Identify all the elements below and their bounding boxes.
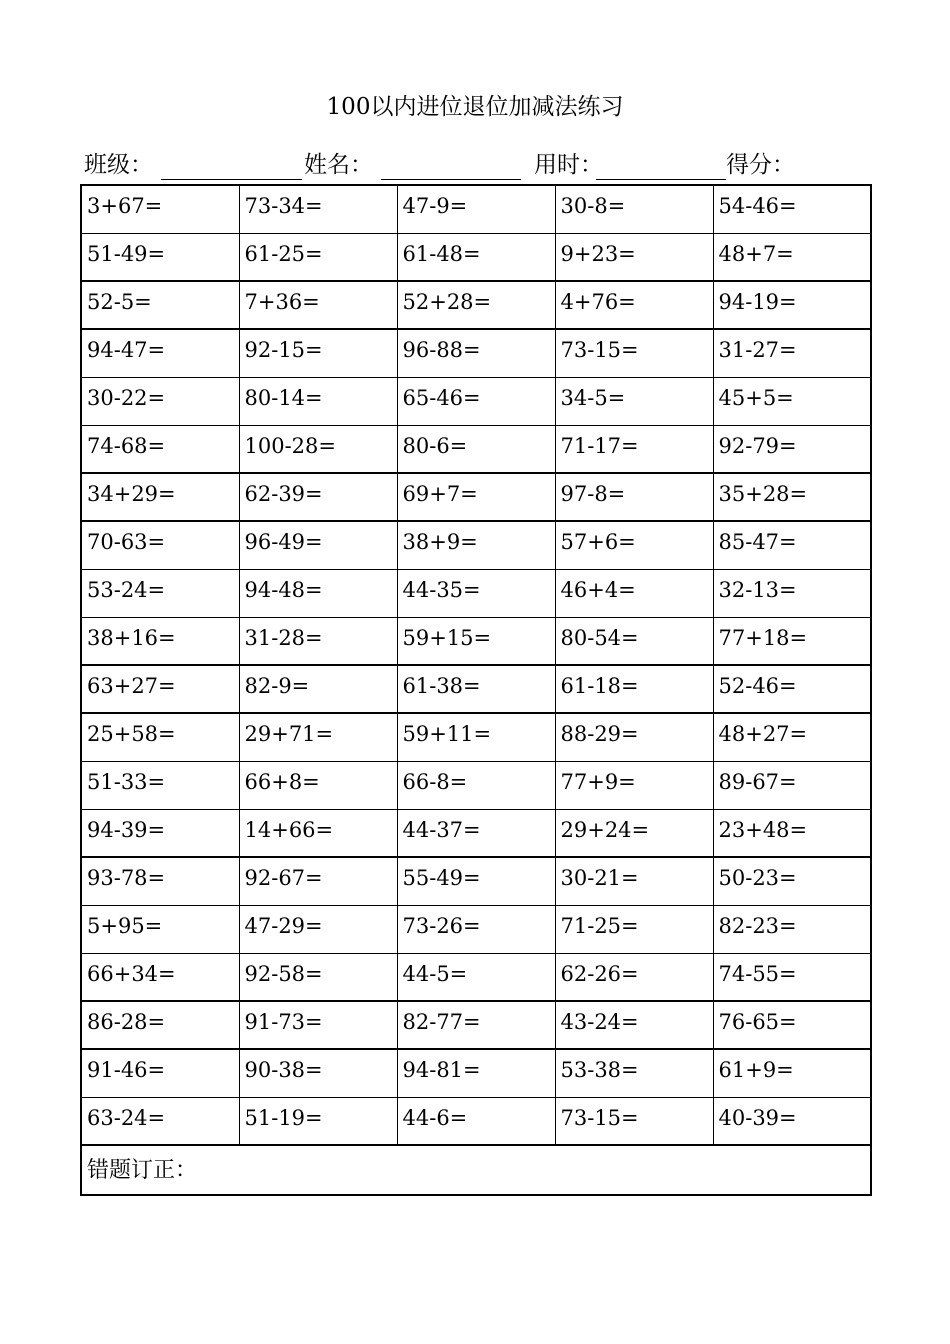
problem-text: 96-88= — [402, 338, 481, 362]
problem-text: 70-63= — [87, 530, 166, 554]
problem-cell[interactable] — [555, 953, 713, 1001]
problem-cell[interactable] — [81, 569, 239, 617]
problem-cell[interactable] — [239, 761, 397, 809]
problem-cell[interactable] — [81, 185, 239, 233]
problem-cell[interactable] — [81, 953, 239, 1001]
problem-text: 23+48= — [718, 817, 808, 842]
problem-text: 57+6= — [560, 530, 636, 554]
problem-text: 53-38= — [560, 1058, 639, 1082]
problem-text: 74-55= — [718, 961, 797, 986]
problem-cell[interactable] — [81, 377, 239, 425]
problem-text: 61-18= — [560, 674, 639, 698]
problem-cell[interactable] — [397, 905, 555, 953]
problem-cell[interactable] — [81, 521, 239, 569]
problem-text: 88-29= — [560, 722, 639, 746]
problem-cell[interactable] — [81, 473, 239, 521]
problem-text: 59+15= — [402, 625, 492, 650]
problem-cell[interactable] — [713, 569, 871, 617]
problem-cell[interactable] — [555, 329, 713, 377]
problem-cell[interactable] — [397, 185, 555, 233]
problem-text: 73-34= — [244, 194, 323, 218]
problem-cell[interactable] — [397, 809, 555, 857]
problem-row — [81, 1001, 871, 1049]
problem-text: 65-46= — [402, 385, 481, 410]
problem-cell[interactable] — [239, 425, 397, 473]
problem-cell[interactable] — [555, 377, 713, 425]
problem-text: 59+11= — [402, 722, 492, 746]
problem-text: 92-67= — [244, 866, 323, 890]
problem-text: 40-39= — [718, 1105, 797, 1130]
correction-label: 错题订正： — [87, 1158, 198, 1183]
problem-text: 92-79= — [718, 433, 797, 458]
problem-text: 66+34= — [87, 961, 176, 986]
problem-text: 66+8= — [244, 769, 320, 794]
problem-cell[interactable] — [239, 233, 397, 281]
problem-row — [81, 329, 871, 377]
problem-cell[interactable] — [713, 425, 871, 473]
name-label: 姓名： — [304, 152, 373, 178]
problem-cell[interactable] — [713, 617, 871, 665]
problem-text: 32-13= — [718, 577, 797, 602]
problem-cell[interactable] — [81, 905, 239, 953]
problem-cell[interactable] — [81, 233, 239, 281]
problem-text: 34-5= — [560, 385, 626, 410]
problem-text: 48+27= — [718, 722, 808, 746]
problem-text: 61+9= — [718, 1058, 794, 1082]
problem-text: 61-25= — [244, 241, 323, 266]
problem-cell[interactable] — [81, 713, 239, 761]
problem-cell[interactable] — [713, 1049, 871, 1097]
problem-cell[interactable] — [239, 617, 397, 665]
problem-text: 5+95= — [87, 913, 163, 938]
problem-text: 63+27= — [87, 674, 176, 698]
problem-row — [81, 665, 871, 713]
problem-text: 90-38= — [244, 1058, 323, 1082]
problem-row — [81, 953, 871, 1001]
problem-cell[interactable] — [713, 665, 871, 713]
problem-text: 61-48= — [402, 241, 481, 266]
problem-cell[interactable] — [555, 233, 713, 281]
problem-row — [81, 761, 871, 809]
worksheet-title: 100以内进位退位加减法练习 — [326, 94, 624, 120]
problem-text: 77+9= — [560, 769, 636, 794]
problem-cell[interactable] — [713, 281, 871, 329]
problem-cell[interactable] — [239, 857, 397, 905]
problem-cell[interactable] — [81, 1097, 239, 1145]
problem-text: 71-25= — [560, 913, 639, 938]
problem-cell[interactable] — [555, 1001, 713, 1049]
problem-row — [81, 233, 871, 281]
problem-cell[interactable] — [81, 809, 239, 857]
problem-text: 35+28= — [718, 482, 808, 506]
problem-cell[interactable] — [555, 473, 713, 521]
problem-text: 74-68= — [87, 433, 166, 458]
problem-text: 62-39= — [244, 482, 323, 506]
problem-cell[interactable] — [713, 377, 871, 425]
problem-cell[interactable] — [239, 281, 397, 329]
problem-cell[interactable] — [239, 1097, 397, 1145]
problem-row — [81, 713, 871, 761]
problem-cell[interactable] — [713, 521, 871, 569]
problem-text: 80-54= — [560, 625, 639, 650]
problem-cell[interactable] — [239, 713, 397, 761]
problem-text: 91-46= — [87, 1058, 166, 1082]
score-label: 得分： — [726, 152, 795, 178]
problem-row — [81, 281, 871, 329]
problem-cell[interactable] — [81, 281, 239, 329]
problem-cell[interactable] — [81, 617, 239, 665]
problem-text: 7+36= — [244, 290, 320, 314]
problem-text: 53-24= — [87, 577, 166, 602]
problem-text: 66-8= — [402, 769, 468, 794]
problem-cell[interactable] — [397, 761, 555, 809]
problem-cell[interactable] — [713, 473, 871, 521]
problem-text: 77+18= — [718, 625, 808, 650]
problem-row — [81, 1097, 871, 1145]
problem-cell[interactable] — [555, 905, 713, 953]
problem-cell[interactable] — [397, 521, 555, 569]
time-label: 用时： — [534, 152, 603, 178]
problem-text: 43-24= — [560, 1010, 639, 1034]
problem-cell[interactable] — [239, 521, 397, 569]
problem-text: 50-23= — [718, 866, 797, 890]
problem-text: 52-5= — [87, 290, 152, 314]
problem-text: 94-39= — [87, 817, 166, 842]
problem-text: 71-17= — [560, 433, 639, 458]
problem-cell[interactable] — [397, 329, 555, 377]
problem-text: 3+67= — [87, 194, 163, 218]
problem-cell[interactable] — [555, 809, 713, 857]
problem-cell[interactable] — [713, 905, 871, 953]
problem-text: 47-9= — [402, 194, 468, 218]
problem-table — [80, 184, 872, 1196]
problem-cell[interactable] — [239, 1049, 397, 1097]
problem-row — [81, 185, 871, 233]
problem-text: 4+76= — [560, 290, 636, 314]
problem-cell[interactable] — [555, 1097, 713, 1145]
problem-text: 55-49= — [402, 866, 481, 890]
correction-row — [81, 1145, 871, 1195]
problem-text: 14+66= — [244, 817, 334, 842]
problem-text: 76-65= — [718, 1010, 797, 1034]
problem-cell[interactable] — [397, 377, 555, 425]
problem-cell[interactable] — [397, 1049, 555, 1097]
class-label: 班级： — [84, 152, 153, 178]
problem-text: 54-46= — [718, 194, 797, 218]
problem-text: 61-38= — [402, 674, 481, 698]
problem-text: 82-23= — [718, 913, 797, 938]
problem-cell[interactable] — [239, 329, 397, 377]
problem-cell[interactable] — [713, 857, 871, 905]
problem-text: 92-15= — [244, 338, 323, 362]
problem-cell[interactable] — [397, 713, 555, 761]
problem-cell[interactable] — [239, 185, 397, 233]
problem-text: 25+58= — [87, 722, 176, 746]
problem-cell[interactable] — [81, 761, 239, 809]
problem-cell[interactable] — [397, 953, 555, 1001]
problem-text: 62-26= — [560, 961, 639, 986]
problem-cell[interactable] — [397, 1097, 555, 1145]
problem-text: 91-73= — [244, 1010, 323, 1034]
problem-cell[interactable] — [713, 329, 871, 377]
problem-row — [81, 857, 871, 905]
problem-text: 82-9= — [244, 674, 310, 698]
problem-row — [81, 617, 871, 665]
problem-cell[interactable] — [713, 233, 871, 281]
problem-text: 30-21= — [560, 866, 639, 890]
problem-row — [81, 569, 871, 617]
problem-text: 80-6= — [402, 433, 468, 458]
problem-text: 30-8= — [560, 194, 626, 218]
problem-cell[interactable] — [81, 1001, 239, 1049]
problem-text: 73-15= — [560, 338, 639, 362]
problem-cell[interactable] — [713, 1097, 871, 1145]
problem-text: 44-35= — [402, 577, 481, 602]
problem-text: 31-27= — [718, 338, 797, 362]
problem-text: 73-15= — [560, 1105, 639, 1130]
problem-text: 51-33= — [87, 769, 166, 794]
problem-cell[interactable] — [555, 281, 713, 329]
problem-text: 52-46= — [718, 674, 797, 698]
problem-cell[interactable] — [81, 665, 239, 713]
problem-table-body — [81, 185, 871, 1145]
problem-text: 38+9= — [402, 530, 478, 554]
problem-cell[interactable] — [555, 1049, 713, 1097]
problem-cell[interactable] — [555, 713, 713, 761]
problem-cell[interactable] — [397, 665, 555, 713]
problem-text: 92-58= — [244, 961, 323, 986]
problem-text: 94-48= — [244, 577, 323, 602]
problem-cell[interactable] — [713, 761, 871, 809]
problem-cell[interactable] — [397, 281, 555, 329]
problem-row — [81, 521, 871, 569]
problem-cell[interactable] — [555, 617, 713, 665]
class-blank[interactable] — [161, 179, 302, 180]
problem-text: 80-14= — [244, 385, 323, 410]
problem-text: 29+71= — [244, 722, 334, 746]
problem-text: 51-49= — [87, 241, 166, 266]
problem-row — [81, 905, 871, 953]
problem-cell[interactable] — [397, 425, 555, 473]
problem-text: 94-19= — [718, 290, 797, 314]
name-blank[interactable] — [381, 179, 521, 180]
problem-text: 48+7= — [718, 241, 794, 266]
problem-cell[interactable] — [397, 617, 555, 665]
problem-text: 96-49= — [244, 530, 323, 554]
problem-cell[interactable] — [239, 377, 397, 425]
problem-row — [81, 425, 871, 473]
problem-cell[interactable] — [397, 473, 555, 521]
problem-cell[interactable] — [81, 329, 239, 377]
problem-cell[interactable] — [555, 185, 713, 233]
problem-text: 52+28= — [402, 290, 492, 314]
correction-cell[interactable] — [81, 1145, 871, 1195]
problem-text: 100-28= — [244, 433, 336, 458]
problem-text: 73-26= — [402, 913, 481, 938]
problem-text: 38+16= — [87, 625, 176, 650]
problem-cell[interactable] — [397, 569, 555, 617]
problem-text: 85-47= — [718, 530, 797, 554]
problem-text: 69+7= — [402, 482, 478, 506]
problem-cell[interactable] — [81, 425, 239, 473]
problem-text: 97-8= — [560, 482, 626, 506]
problem-text: 89-67= — [718, 769, 797, 794]
problem-cell[interactable] — [239, 473, 397, 521]
problem-text: 46+4= — [560, 577, 636, 602]
problem-cell[interactable] — [713, 809, 871, 857]
problem-text: 63-24= — [87, 1105, 166, 1130]
problem-text: 47-29= — [244, 913, 323, 938]
problem-text: 51-19= — [244, 1105, 323, 1130]
problem-cell[interactable] — [555, 857, 713, 905]
problem-text: 44-37= — [402, 817, 481, 842]
problem-row — [81, 809, 871, 857]
problem-cell[interactable] — [397, 1001, 555, 1049]
problem-text: 29+24= — [560, 817, 650, 842]
problem-text: 86-28= — [87, 1010, 166, 1034]
problem-cell[interactable] — [81, 857, 239, 905]
time-blank[interactable] — [596, 179, 726, 180]
problem-cell[interactable] — [397, 233, 555, 281]
problem-text: 31-28= — [244, 625, 323, 650]
problem-cell[interactable] — [555, 569, 713, 617]
problem-text: 34+29= — [87, 482, 176, 506]
problem-cell[interactable] — [239, 809, 397, 857]
problem-cell[interactable] — [555, 425, 713, 473]
problem-cell[interactable] — [81, 1049, 239, 1097]
problem-cell[interactable] — [239, 905, 397, 953]
problem-cell[interactable] — [239, 665, 397, 713]
problem-text: 82-77= — [402, 1010, 481, 1034]
problem-cell[interactable] — [397, 857, 555, 905]
problem-row — [81, 473, 871, 521]
problem-row — [81, 1049, 871, 1097]
problem-row — [81, 377, 871, 425]
problem-text: 45+5= — [718, 385, 794, 410]
problem-text: 44-5= — [402, 961, 468, 986]
problem-cell[interactable] — [239, 953, 397, 1001]
problem-cell[interactable] — [239, 569, 397, 617]
problem-text: 94-47= — [87, 338, 166, 362]
problem-cell[interactable] — [239, 1001, 397, 1049]
problem-cell[interactable] — [713, 1001, 871, 1049]
problem-cell[interactable] — [713, 953, 871, 1001]
problem-cell[interactable] — [713, 713, 871, 761]
problem-text: 93-78= — [87, 866, 166, 890]
problem-text: 44-6= — [402, 1105, 468, 1130]
problem-text: 94-81= — [402, 1058, 481, 1082]
problem-cell[interactable] — [713, 185, 871, 233]
problem-cell[interactable] — [555, 665, 713, 713]
problem-cell[interactable] — [555, 521, 713, 569]
problem-text: 30-22= — [87, 385, 166, 410]
problem-cell[interactable] — [555, 761, 713, 809]
problem-text: 9+23= — [560, 241, 636, 266]
